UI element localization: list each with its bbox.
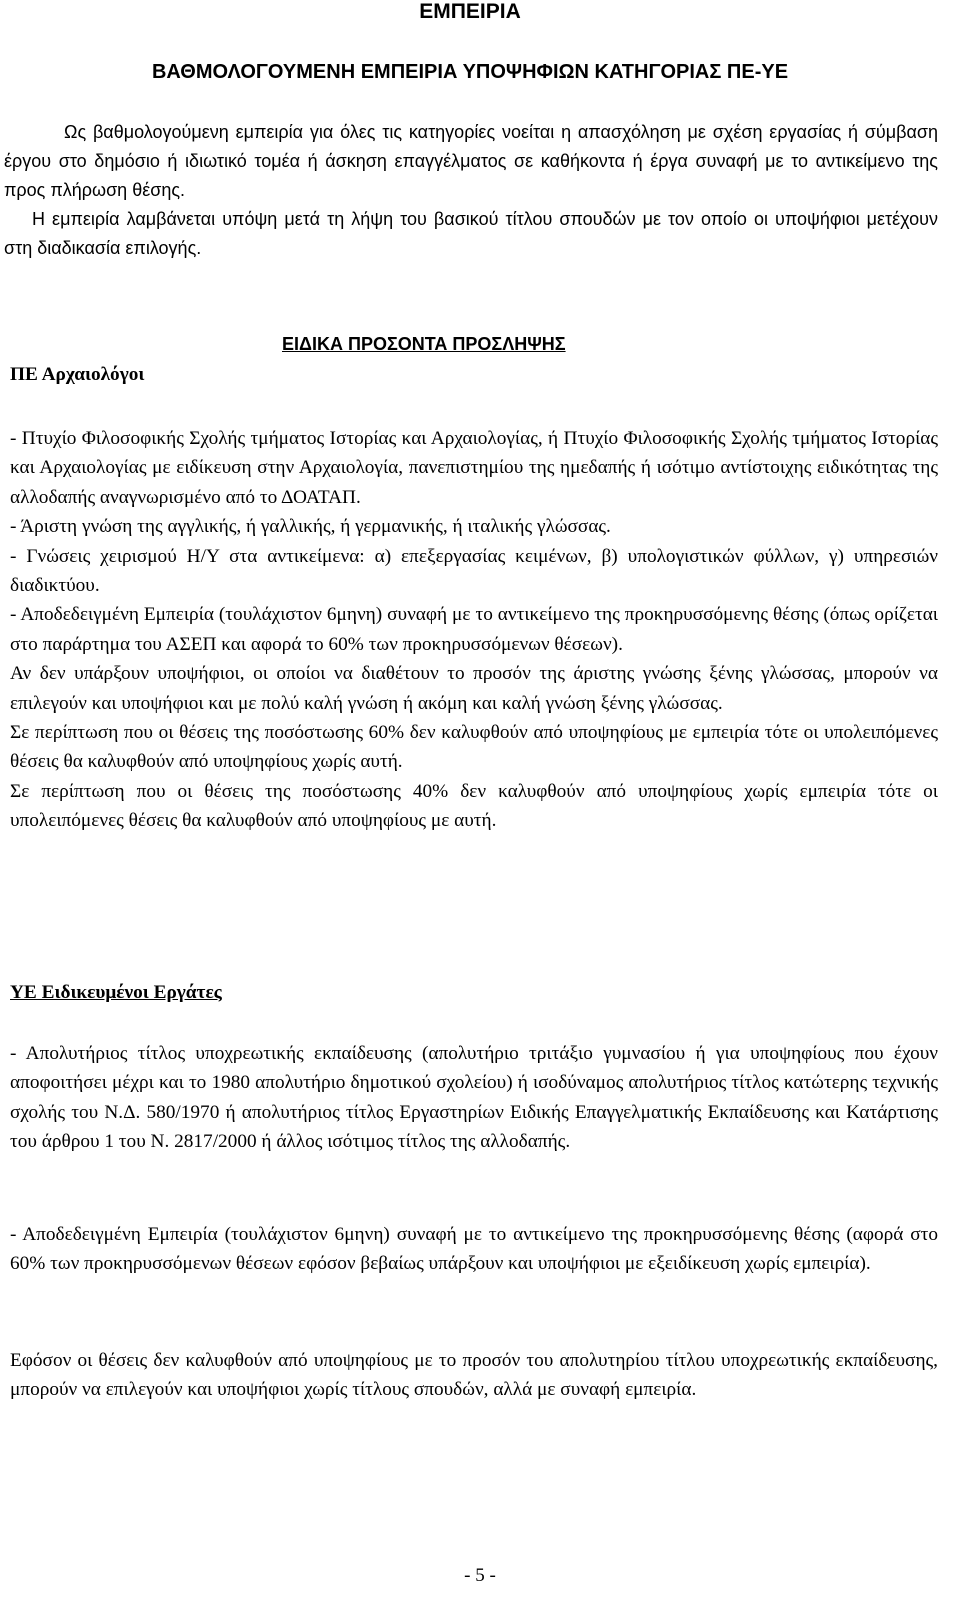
special-qualifications-heading: ΕΙΔΙΚΑ ΠΡΟΣΟΝΤΑ ΠΡΟΣΛΗΨΗΣ xyxy=(282,334,566,354)
page-number: - 5 - xyxy=(464,1565,496,1586)
pe-line-computer: - Γνώσεις χειρισμού Η/Υ στα αντικείμενα: α) επεξεργασίας κειμένων, β) υπολογιστικών φύλλων, γ) υπηρεσιών διαδικτύου. xyxy=(10,545,938,597)
pe-requirements xyxy=(10,424,938,836)
intro-paragraph-2: Η εμπειρία λαμβάνεται υπόψη μετά τη λήψη του βασικού τίτλου σπουδών με τον οποίο οι υποψήφιοι μετέχουν στη διαδικασία επιλογής. xyxy=(4,209,938,258)
pe-line-language-fallback: Αν δεν υπάρξουν υποψήφιοι, οι οποίοι να διαθέτουν το προσόν της άριστης γνώσης ξένης γλώσσας, μπορούν να επιλεγούν και υποψήφιοι και με πολύ καλή γνώση ή ακόμη και καλή γνώση ξένης γλώσσας. xyxy=(10,663,938,714)
ye-paragraph-1: - Απολυτήριος τίτλος υποχρεωτικής εκπαίδευσης (απολυτήριο τριτάξιο γυμνασίου ή για υποψηφίους που έχουν αποφοιτήσει μέχρι και το 1980 απολυτήριο δημοτικού σχολείου) ή ισοδύναμος απολυτήριος τίτλος κατώτερης τεχνικής σχολής του Ν.Δ. 580/1970 ή απολυτήριος τίτλος Εργαστηρίων Ειδικής Επαγγελματικής Εκπαίδευσης και Κατάρτισης του άρθρου 1 του Ν. 2817/2000 ή άλλος ισότιμος τίτλος της αλλοδαπής. xyxy=(10,1043,938,1153)
ye-paragraph-2: - Αποδεδειγμένη Εμπειρία (τουλάχιστον 6μηνη) συναφή με το αντικείμενο της προκηρυσσόμενης θέσης (αφορά στο 60% των προκηρυσσόμενων θέσεων εφόσον βεβαίως υπάρξουν και υποψήφιοι με εξειδίκευση χωρίς εμπειρία). xyxy=(10,1224,938,1275)
category-ye-skilled-workers: ΥΕ Ειδικευμένοι Εργάτες xyxy=(10,982,222,1003)
page-subtitle: ΒΑΘΜΟΛΟΓΟΥΜΕΝΗ ΕΜΠΕΙΡΙΑ ΥΠΟΨΗΦΙΩΝ ΚΑΤΗΓΟΡΙΑΣ ΠΕ-ΥΕ xyxy=(151,61,789,83)
pe-line-experience: - Αποδεδειγμένη Εμπειρία (τουλάχιστον 6μηνη) συναφή με το αντικείμενο της προκηρυσσόμενης θέσης (όπως ορίζεται στο παράρτημα του ΑΣΕΠ και αφορά το 60% των προκηρυσσόμενων θέσεων). xyxy=(10,604,938,655)
pe-line-quota-60: Σε περίπτωση που οι θέσεις της ποσόστωσης 60% δεν καλυφθούν από υποψηφίους με εμπειρία τότε οι υπολειπόμενες θέσεις θα καλυφθούν από υποψηφίους χωρίς αυτή. xyxy=(10,722,938,773)
pe-line-language: - Άριστη γνώση της αγγλικής, ή γαλλικής, ή γερμανικής, ή ιταλικής γλώσσας. xyxy=(10,516,611,538)
intro-paragraph-1: Ως βαθμολογούμενη εμπειρία για όλες τις κατηγορίες νοείται η απασχόληση με σχέση εργασίας ή σύμβαση έργου στο δημόσιο ή ιδιωτικό τομέα ή άσκηση επαγγέλματος σε καθήκοντα ή έργα συναφή με το αντικείμενο της προς πλήρωση θέσης. xyxy=(4,122,938,200)
page-title: ΕΜΠΕΙΡΙΑ xyxy=(419,0,521,23)
ye-paragraph-3: Εφόσον οι θέσεις δεν καλυφθούν από υποψηφίους με το προσόν του απολυτηρίου τίτλου υποχρεωτικής εκπαίδευσης, μπορούν να επιλεγούν και υποψήφιοι χωρίς τίτλους σπουδών, αλλά με συναφή εμπειρία. xyxy=(10,1350,938,1401)
pe-line-degree: - Πτυχίο Φιλοσοφικής Σχολής τμήματος Ιστορίας και Αρχαιολογίας, ή Πτυχίο Φιλοσοφικής Σχολής τμήματος Ιστορίας και Αρχαιολογίας με ειδίκευση στην Αρχαιολογία, πανεπιστημίου της ημεδαπής ή ισότιμο αντίστοιχης ειδικότητας της αλλοδαπής αναγνωρισμένο από το ΔΟΑΤΑΠ. xyxy=(10,428,938,508)
pe-line-quota-40: Σε περίπτωση που οι θέσεις της ποσόστωσης 40% δεν καλυφθούν από υποψηφίους χωρίς εμπειρία τότε οι υπολειπόμενες θέσεις θα καλυφθούν από υποψηφίους με αυτή. xyxy=(10,780,938,832)
category-pe-archaeologists: ΠΕ Αρχαιολόγοι xyxy=(10,364,145,385)
